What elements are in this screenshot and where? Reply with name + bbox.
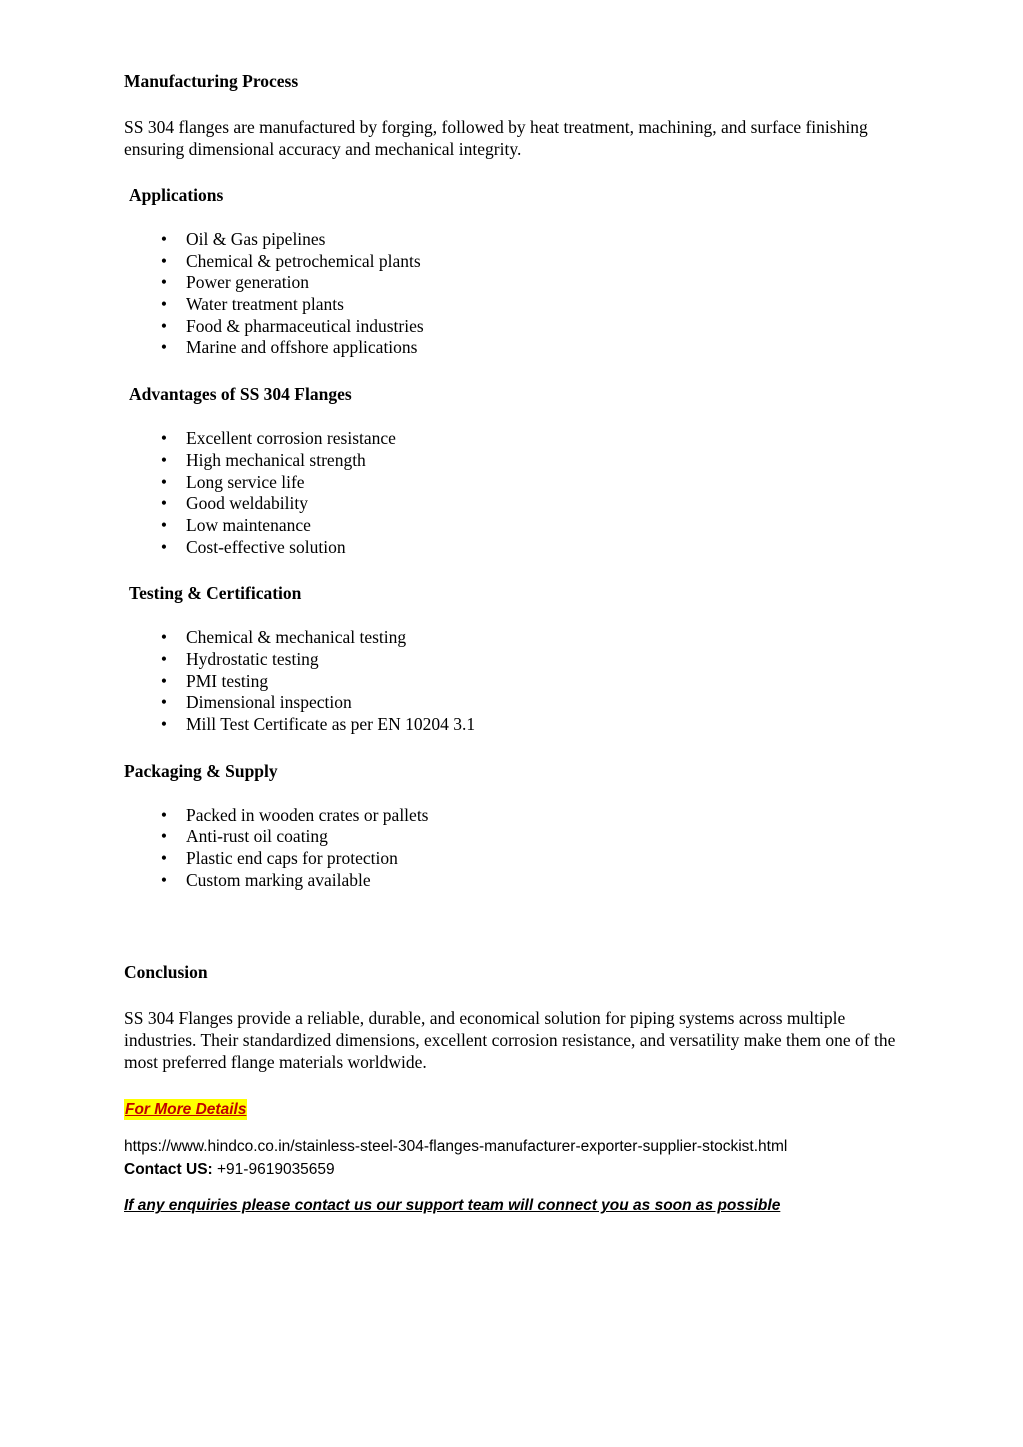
enquiry-note: If any enquiries please contact us our support team will connect you as soon as possible [124, 1197, 781, 1215]
list-item: • Excellent corrosion resistance [124, 428, 904, 450]
list-item: • Plastic end caps for protection [124, 848, 904, 870]
bullet-icon: • [160, 493, 168, 514]
bullet-icon: • [160, 229, 168, 249]
list-item: • Hydrostatic testing [124, 649, 904, 671]
document-content [124, 70, 904, 1217]
bullet-icon: • [160, 648, 168, 669]
list-item: • Long service life [124, 472, 904, 494]
bullet-icon: • [160, 826, 168, 847]
list-item: • Packed in wooden crates or pallets [124, 805, 904, 827]
manufacturing-text: SS 304 flanges are manufactured by forging, followed by heat treatment, machining, and surface finishing ensuring dimensional accuracy and mechanical integrity. [124, 117, 868, 159]
bullet-icon: • [160, 670, 168, 691]
list-item: • Anti-rust oil coating [124, 826, 904, 848]
conclusion-heading: Conclusion [124, 962, 208, 983]
list-item: • Marine and offshore applications [124, 337, 904, 359]
testing-heading: Testing & Certification [129, 583, 302, 604]
list-item: • Chemical & petrochemical plants [124, 251, 904, 273]
manufacturing-heading: Manufacturing Process [124, 71, 299, 91]
list-item: • Chemical & mechanical testing [124, 627, 904, 649]
conclusion-text: SS 304 Flanges provide a reliable, durable, and economical solution for piping systems across multiple industries. Their standardized dimensions, excellent corrosion resistance, and versatility make them one of the most preferred flange materials worldwide. [124, 1008, 896, 1073]
bullet-icon: • [160, 315, 168, 336]
bullet-icon: • [160, 692, 168, 713]
list-item: • Power generation [124, 272, 904, 294]
list-item: • PMI testing [124, 671, 904, 693]
contact-label: Contact US: [124, 1161, 213, 1179]
testing-list [124, 627, 904, 735]
bullet-icon: • [160, 272, 168, 293]
bullet-icon: • [160, 536, 168, 557]
applications-heading: Applications [129, 185, 224, 205]
bullet-icon: • [160, 428, 168, 449]
bullet-icon: • [160, 337, 168, 358]
bullet-icon: • [160, 250, 168, 271]
bullet-icon: • [160, 294, 168, 315]
bullet-icon: • [160, 449, 168, 470]
bullet-icon: • [160, 471, 168, 492]
list-item: • Good weldability [124, 493, 904, 515]
bullet-icon: • [160, 514, 168, 535]
packaging-heading: Packaging & Supply [124, 760, 278, 781]
bullet-icon: • [160, 627, 168, 648]
contact-line [124, 1158, 904, 1181]
list-item: • High mechanical strength [124, 450, 904, 472]
list-item: • Water treatment plants [124, 294, 904, 316]
bullet-icon: • [160, 804, 168, 825]
packaging-list [124, 805, 904, 892]
advantages-list [124, 428, 904, 558]
website-link[interactable]: https://www.hindco.co.in/stainless-steel-304-flanges-manufacturer-exporter-supplier-stockist.html [124, 1138, 788, 1156]
list-item: • Custom marking available [124, 870, 904, 892]
advantages-heading: Advantages of SS 304 Flanges [129, 384, 352, 405]
list-item: • Food & pharmaceutical industries [124, 316, 904, 338]
list-item: • Oil & Gas pipelines [124, 229, 904, 251]
more-details-label[interactable]: For More Details [125, 1101, 247, 1119]
bullet-icon: • [160, 869, 168, 890]
bullet-icon: • [160, 714, 168, 734]
list-item: • Mill Test Certificate as per EN 10204 3.1 [124, 714, 904, 736]
contact-phone[interactable]: +91-9619035659 [212, 1161, 335, 1179]
list-item: • Dimensional inspection [124, 692, 904, 714]
list-item: • Cost-effective solution [124, 537, 904, 559]
applications-list [124, 229, 904, 359]
list-item: • Low maintenance [124, 515, 904, 537]
bullet-icon: • [160, 848, 168, 869]
